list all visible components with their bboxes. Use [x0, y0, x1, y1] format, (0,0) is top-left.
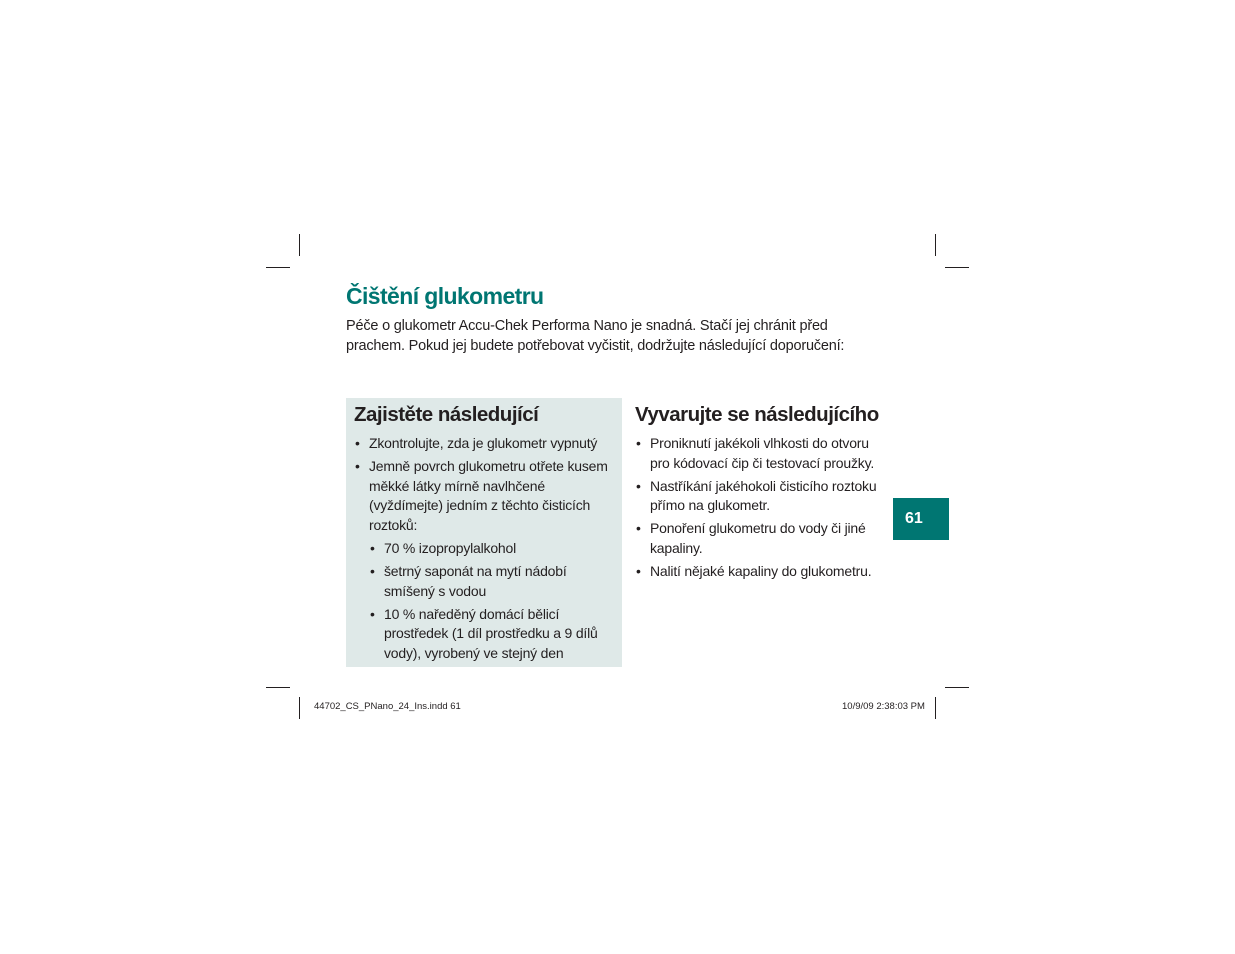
crop-mark-top-right-vertical	[935, 234, 936, 256]
avoid-heading: Vyvarujte se následujícího	[635, 403, 879, 426]
list-item: • 10 % naředěný domácí bělicí prostředek (1 díl prostředku a 9 dílů vody), vyrobený ve stejný den	[369, 605, 612, 664]
intro-line: prachem. Pokud jej budete potřebovat vyčistit, dodržujte následující doporučení:	[346, 338, 845, 354]
ensure-list	[354, 434, 612, 663]
crop-mark-top-right-horizontal	[945, 267, 969, 268]
ensure-panel	[346, 398, 622, 667]
list-item: • Zkontrolujte, zda je glukometr vypnutý	[354, 434, 612, 454]
crop-mark-bottom-left-horizontal	[266, 687, 290, 688]
cleaning-solutions-list	[369, 539, 612, 663]
avoid-panel	[635, 398, 890, 585]
avoid-list	[635, 434, 890, 581]
crop-mark-top-left-vertical	[299, 234, 300, 256]
list-item: • 70 % izopropylalkohol	[369, 539, 612, 559]
list-item: • Ponoření glukometru do vody či jiné kapaliny.	[635, 519, 890, 558]
crop-mark-top-left-horizontal	[266, 267, 290, 268]
slug-file-info: 44702_CS_PNano_24_Ins.indd 61	[314, 701, 461, 712]
intro-paragraph	[346, 316, 876, 356]
list-item: • šetrný saponát na mytí nádobí smíšený s vodou	[369, 562, 612, 601]
list-item-text: Jemně povrch glukometru otřete kusem měkké látky mírně navlhčené (vyždímejte) jedním z těchto čisticích roztoků:	[369, 458, 608, 533]
list-item: • Proniknutí jakékoli vlhkosti do otvoru pro kódovací čip či testovací proužky.	[635, 434, 890, 473]
page-title: Čištění glukometru	[346, 283, 544, 309]
crop-mark-bottom-right-horizontal	[945, 687, 969, 688]
list-item	[354, 457, 612, 663]
ensure-heading: Zajistěte následující	[354, 403, 539, 426]
crop-mark-bottom-right-vertical	[935, 697, 936, 719]
intro-line: Péče o glukometr Accu-Chek Performa Nano je snadná. Stačí jej chránit před	[346, 318, 828, 334]
list-item: • Nalití nějaké kapaliny do glukometru.	[635, 562, 890, 582]
list-item: • Nastříkání jakéhokoli čisticího roztoku přímo na glukometr.	[635, 477, 890, 516]
page-number-tab: 61	[893, 498, 949, 540]
crop-mark-bottom-left-vertical	[299, 697, 300, 719]
slug-timestamp: 10/9/09 2:38:03 PM	[842, 701, 925, 712]
